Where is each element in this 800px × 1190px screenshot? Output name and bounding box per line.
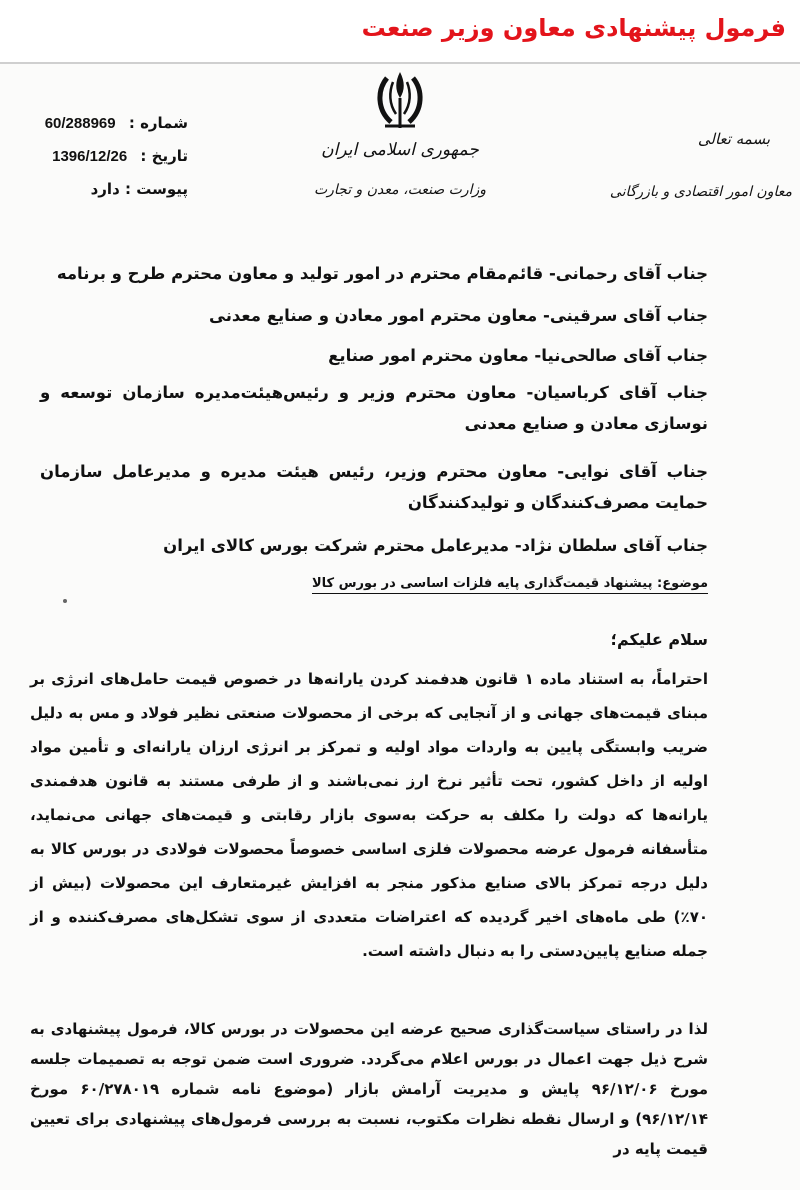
addressee-6: جناب آقای سلطان نژاد- مدیرعامل محترم شرکت بورس کالای ایران [163, 536, 708, 555]
body-paragraph-2: لذا در راستای سیاست‌گذاری صحیح عرضه این محصولات در بورس کالا، فرمول پیشنهادی به شرح ذیل جهت اعمال در بورس اعلام می‌گردد. ضروری است ضمن توجه به تصمیمات جلسه مورخ ۹۶/۱۲/۰۶ پایش و مدیریت آرامش بازار (موضوع نامه شماره ۶۰/۲۷۸۰۱۹ مورخ ۹۶/۱۲/۱۴) و ارسال نقطه نظرات مکتوب، نسبت به بررسی فرمول‌های پیشنهادی برای تعیین قیمت پایه در [30, 1020, 709, 1158]
republic-name: جمهوری اسلامی ایران [321, 140, 479, 160]
letter-number-value: 60/288969 [44, 115, 116, 132]
ministry-name: وزارت صنعت، معدن و تجارت [313, 182, 487, 198]
addressee-1: جناب آقای رحمانی- قائم‌مقام محترم در امور تولید و معاون محترم طرح و برنامه [56, 264, 708, 283]
greeting: سلام علیکم؛ [610, 630, 708, 649]
letterhead-center [290, 68, 510, 198]
news-headline: فرمول پیشنهادی معاون وزیر صنعت [361, 14, 786, 42]
sender-title: معاون امور اقتصادی و بازرگانی [609, 184, 792, 200]
iran-emblem-icon [365, 68, 435, 130]
news-header-banner [0, 0, 800, 62]
body-paragraph-1: احتراماً، به استناد ماده ۱ قانون هدفمند کردن یارانه‌ها در خصوص قیمت حامل‌های انرژی بر مبنای قیمت‌های جهانی و از آنجایی که برخی از محصولات صنعتی نظیر فولاد و مس به دلیل ضریب وابستگی پایین به واردات مواد اولیه و تمرکز بر انرژی ارزان یارانه‌ای و تأمین مواد اولیه از داخل کشور، تحت تأثیر نرخ ارز نمی‌باشند و از طرفی مستند به قانون هدفمندی یارانه‌ها که دولت را مکلف به حرکت به‌سوی بازار رقابتی و قیمت‌های جهانی می‌نماید، متأسفانه فرمول عرضه محصولات فلزی اساسی خصوصاً محصولات فولادی در بورس کالا به دلیل درجه تمرکز بالای صنایع مذکور منجر به افزایش غیرمتعارف این محصولات (بیش از ۷۰٪) طی ماه‌های اخیر گردیده که اعتراضات متعددی از سوی تشکل‌های مصرف‌کننده و از جمله صنایع پایین‌دستی را به دنبال داشته است. [30, 670, 708, 960]
letter-attachment: پیوست : دارد [90, 180, 188, 198]
letter-subject: موضوع: پیشنهاد قیمت‌گذاری پایه فلزات اساسی در بورس کالا [312, 576, 708, 594]
invocation: بسمه تعالی [697, 130, 770, 148]
scan-speck [63, 599, 67, 603]
letter-number-label: شماره : [128, 114, 188, 132]
addressee-3: جناب آقای صالحی‌نیا- معاون محترم امور صنایع [328, 346, 708, 365]
addressee-5: جناب آقای نوایی- معاون محترم وزیر، رئیس هیئت مدیره و مدیرعامل سازمان حمایت مصرف‌کنندگان و تولیدکنندگان [40, 462, 708, 512]
addressee-4: جناب آقای کرباسیان- معاون محترم وزیر و رئیس‌هیئت‌مدیره سازمان توسعه و نوسازی معادن و صنایع معدنی [40, 383, 708, 433]
letter-number [18, 114, 188, 132]
letter-date [18, 147, 188, 165]
letter-date-value: 1396/12/26 [52, 148, 128, 165]
addressee-2: جناب آقای سرقینی- معاون محترم امور معادن و صنایع معدنی [209, 306, 708, 325]
letter-date-label: تاریخ : [140, 147, 188, 165]
letter-scan [0, 64, 800, 1190]
